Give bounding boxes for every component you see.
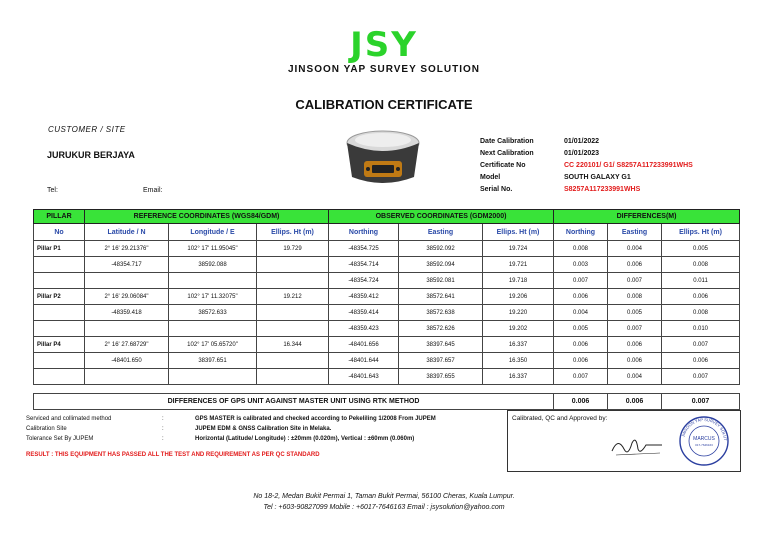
table-cell: 2° 16' 27.68729": [85, 337, 169, 353]
info-row: [480, 150, 693, 162]
note-colon: :: [162, 416, 164, 422]
info-row: [480, 186, 693, 198]
table-cell: 19.718: [483, 273, 554, 289]
table-cell: 102° 17' 11.32075": [169, 289, 257, 305]
table-cell: 0.006: [662, 353, 740, 369]
calibration-table: [33, 209, 740, 385]
table-cell: [34, 305, 85, 321]
table-cell: 2° 16' 29.06084": [85, 289, 169, 305]
table-cell: [169, 273, 257, 289]
table-cell: 0.006: [662, 289, 740, 305]
table-cell: -48354.725: [329, 241, 399, 257]
table-cell: 0.011: [662, 273, 740, 289]
table-cell: Pillar P1: [34, 241, 85, 257]
table-cell: 0.005: [554, 321, 608, 337]
table-cell: [169, 321, 257, 337]
info-key: Model: [480, 174, 501, 181]
summary-label: DIFFERENCES OF GPS UNIT AGAINST MASTER UNIT USING RTK METHOD: [34, 394, 554, 410]
table-cell: 38572.638: [399, 305, 483, 321]
group-pillar: PILLAR: [34, 210, 85, 224]
info-value: 01/01/2023: [564, 150, 600, 157]
result-statement: RESULT : THIS EQUIPMENT HAS PASSED ALL THE TEST AND REQUIREMENT AS PER QC STANDARD: [26, 452, 320, 458]
note-row: [26, 436, 436, 446]
column-header: Ellips. Ht (m): [483, 224, 554, 241]
table-cell: 2° 16' 29.21376": [85, 241, 169, 257]
info-row: [480, 162, 693, 174]
table-cell: [34, 321, 85, 337]
column-header: Ellips. Ht (m): [662, 224, 740, 241]
table-cell: 0.008: [662, 305, 740, 321]
table-cell: [169, 369, 257, 385]
table-cell: -48401.644: [329, 353, 399, 369]
table-cell: 38397.645: [399, 337, 483, 353]
group-header-row: [34, 210, 740, 224]
info-value: 01/01/2022: [564, 138, 600, 145]
table-cell: 0.008: [554, 241, 608, 257]
column-header: Longitude / E: [169, 224, 257, 241]
table-cell: 102° 17' 05.65720": [169, 337, 257, 353]
table-cell: 0.007: [608, 321, 662, 337]
table-cell: 16.350: [483, 353, 554, 369]
gnss-receiver-icon: [338, 125, 428, 195]
info-key: Serial No.: [480, 186, 513, 193]
info-row: [480, 138, 693, 150]
table-cell: 0.006: [554, 289, 608, 305]
table-cell: [257, 257, 329, 273]
column-header: No: [34, 224, 85, 241]
note-colon: :: [162, 426, 164, 432]
company-name: JINSOON YAP SURVEY SOLUTION: [287, 64, 481, 75]
table-cell: 0.003: [554, 257, 608, 273]
tel-label: Tel:: [47, 187, 58, 194]
table-cell: -48354.724: [329, 273, 399, 289]
table-cell: 38592.088: [169, 257, 257, 273]
certificate-info: [480, 138, 693, 198]
table-cell: -48401.656: [329, 337, 399, 353]
table-cell: [34, 369, 85, 385]
table-cell: [257, 369, 329, 385]
table-cell: -48401.650: [85, 353, 169, 369]
approval-box: [507, 410, 741, 472]
table-cell: 16.344: [257, 337, 329, 353]
table-cell: 38572.633: [169, 305, 257, 321]
table-cell: 0.006: [608, 257, 662, 273]
column-header: Ellips. Ht (m): [257, 224, 329, 241]
table-cell: [257, 321, 329, 337]
footer: [0, 491, 768, 513]
table-cell: [257, 305, 329, 321]
table-cell: 0.004: [554, 305, 608, 321]
table-cell: -48401.643: [329, 369, 399, 385]
table-cell: 16.337: [483, 337, 554, 353]
table-row: [34, 353, 740, 369]
table-cell: 19.206: [483, 289, 554, 305]
table-cell: 16.337: [483, 369, 554, 385]
info-key: Certificate No: [480, 162, 526, 169]
table-row: [34, 273, 740, 289]
note-row: [26, 426, 436, 436]
column-header: Easting: [399, 224, 483, 241]
table-cell: 0.004: [608, 241, 662, 257]
note-value: JUPEM EDM & GNSS Calibration Site in Melaka.: [195, 426, 332, 432]
column-header: Easting: [608, 224, 662, 241]
note-row: [26, 416, 436, 426]
table-cell: 0.010: [662, 321, 740, 337]
info-key: Date Calibration: [480, 138, 534, 145]
note-colon: :: [162, 436, 164, 442]
company-stamp-icon: [678, 415, 730, 467]
table-cell: 19.202: [483, 321, 554, 337]
summary-height: 0.007: [662, 394, 740, 410]
group-reference: REFERENCE COORDINATES (WGS84/GDM): [85, 210, 329, 224]
table-cell: 0.006: [554, 337, 608, 353]
info-value: SOUTH GALAXY G1: [564, 174, 631, 181]
table-cell: 19.220: [483, 305, 554, 321]
table-cell: 19.729: [257, 241, 329, 257]
table-cell: 19.721: [483, 257, 554, 273]
stamp-name: MARCUS: [693, 436, 715, 442]
table-cell: 38592.094: [399, 257, 483, 273]
table-cell: -48359.412: [329, 289, 399, 305]
table-row: [34, 369, 740, 385]
note-value: GPS MASTER is calibrated and checked according to Pekeliling 1/2008 From JUPEM: [195, 416, 436, 422]
table-cell: 0.007: [662, 337, 740, 353]
table-cell: 0.008: [662, 257, 740, 273]
table-cell: -48359.414: [329, 305, 399, 321]
table-cell: 19.724: [483, 241, 554, 257]
calibration-notes: [26, 416, 436, 446]
table-cell: -48359.418: [85, 305, 169, 321]
info-value: CC 220101/ G1/ S8257A117233991WHS: [564, 162, 693, 169]
company-logo: JSY: [350, 25, 418, 65]
customer-name: JURUKUR BERJAYA: [47, 150, 135, 160]
table-cell: 0.006: [554, 353, 608, 369]
table-cell: 0.005: [608, 305, 662, 321]
group-differences: DIFFERENCES(M): [554, 210, 740, 224]
table-cell: 38397.651: [169, 353, 257, 369]
table-cell: [257, 273, 329, 289]
note-value: Horizontal (Latitude/ Longitude) : ±20mm (0.020m), Vertical : ±60mm (0.060m): [195, 436, 415, 442]
footer-contact: Tel : +603-90827099 Mobile : +6017-7646163 Email : jsysolution@yahoo.com: [263, 504, 505, 511]
table-cell: 38592.081: [399, 273, 483, 289]
note-label: Calibration Site: [26, 426, 67, 432]
table-cell: 0.007: [554, 369, 608, 385]
table-cell: 0.007: [554, 273, 608, 289]
table-cell: 19.212: [257, 289, 329, 305]
summary-easting: 0.006: [608, 394, 662, 410]
signature-icon: [608, 431, 668, 461]
table-cell: 38397.655: [399, 369, 483, 385]
table-cell: [85, 273, 169, 289]
table-cell: 38572.641: [399, 289, 483, 305]
table-cell: [85, 369, 169, 385]
table-cell: -48359.423: [329, 321, 399, 337]
column-header: Latitude / N: [85, 224, 169, 241]
table-cell: 0.005: [662, 241, 740, 257]
info-key: Next Calibration: [480, 150, 534, 157]
table-cell: Pillar P4: [34, 337, 85, 353]
note-label: Serviced and collimated method: [26, 416, 112, 422]
stamp-text: JINSOON YAP SURVEY SOLUT: [680, 416, 729, 441]
table-cell: 0.006: [608, 353, 662, 369]
table-cell: [34, 257, 85, 273]
table-cell: 0.008: [608, 289, 662, 305]
table-cell: 38592.092: [399, 241, 483, 257]
info-value: S8257A117233991WHS: [564, 186, 641, 193]
table-row: [34, 305, 740, 321]
summary-northing: 0.006: [554, 394, 608, 410]
customer-label: CUSTOMER / SITE: [48, 125, 126, 134]
table-row: [34, 321, 740, 337]
summary-table: [33, 393, 740, 410]
table-cell: 0.004: [608, 369, 662, 385]
column-header-row: [34, 224, 740, 241]
table-cell: [34, 353, 85, 369]
table-cell: [85, 321, 169, 337]
table-row: [34, 257, 740, 273]
table-cell: 0.006: [608, 337, 662, 353]
table-row: [34, 241, 740, 257]
table-cell: -48354.717: [85, 257, 169, 273]
table-cell: Pillar P2: [34, 289, 85, 305]
table-cell: 0.007: [662, 369, 740, 385]
column-header: Northing: [329, 224, 399, 241]
approval-label: Calibrated, QC and Approved by:: [512, 415, 608, 422]
table-row: [34, 337, 740, 353]
column-header: Northing: [554, 224, 608, 241]
table-row: [34, 289, 740, 305]
info-row: [480, 174, 693, 186]
table-cell: [34, 273, 85, 289]
footer-address: No 18-2, Medan Bukit Permai 1, Taman Bukit Permai, 56100 Cheras, Kuala Lumpur.: [253, 493, 515, 500]
table-cell: 0.007: [608, 273, 662, 289]
table-cell: 102° 17' 11.95045": [169, 241, 257, 257]
table-cell: -48354.714: [329, 257, 399, 273]
email-label: Email:: [143, 187, 163, 194]
table-cell: 38397.657: [399, 353, 483, 369]
note-label: Tolerance Set By JUPEM: [26, 436, 94, 442]
svg-text:017-7646163: 017-7646163: [695, 443, 713, 447]
group-observed: OBSERVED COORDINATES (GDM2000): [329, 210, 554, 224]
table-cell: 38572.626: [399, 321, 483, 337]
page-title: CALIBRATION CERTIFICATE: [295, 97, 473, 112]
table-cell: [257, 353, 329, 369]
